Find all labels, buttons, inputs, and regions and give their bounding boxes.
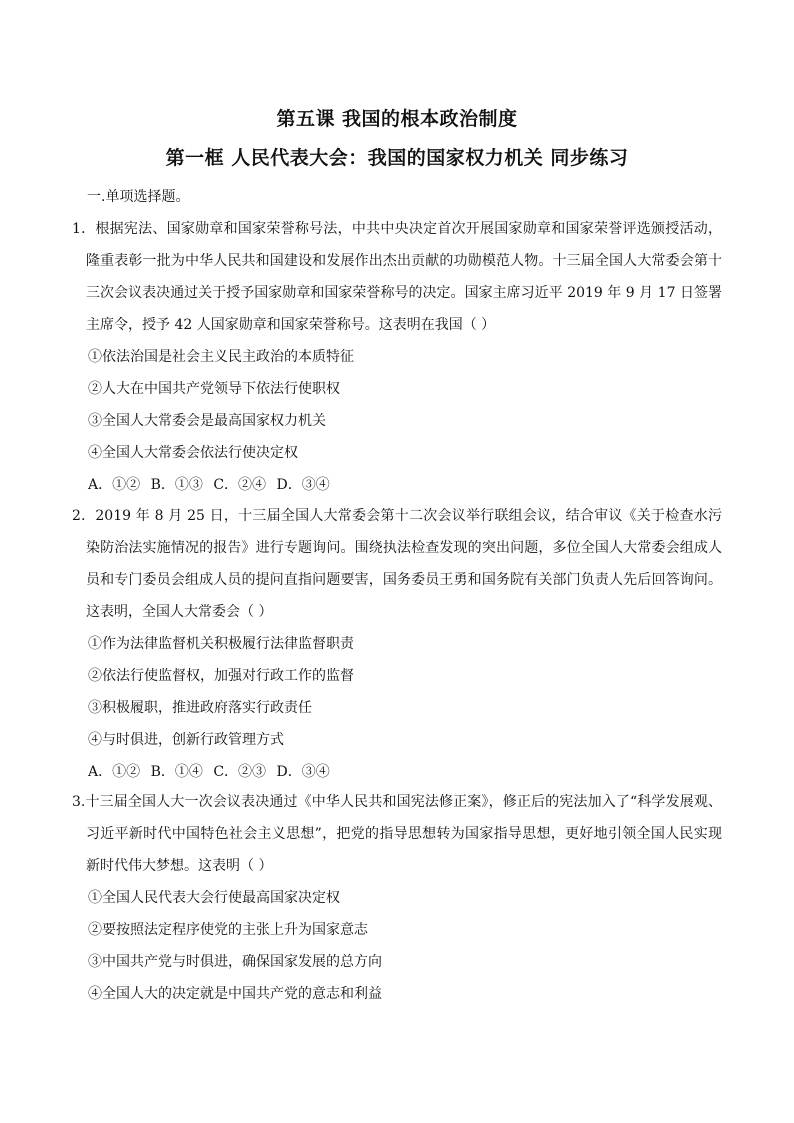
option-2: ②依法行使监督权，加强对行政工作的监督 bbox=[88, 668, 354, 684]
question-1 bbox=[72, 213, 722, 501]
option-2: ②人大在中国共产党领导下依法行使职权 bbox=[88, 381, 340, 397]
answer-choice-b[interactable]: B．①③ bbox=[150, 477, 203, 493]
option-4: ④全国人大常委会依法行使决定权 bbox=[88, 445, 298, 461]
option-3: ③中国共产党与时俱进，确保国家发展的总方向 bbox=[88, 954, 382, 970]
answer-choice-b[interactable]: B．①④ bbox=[150, 764, 203, 780]
option-3: ③全国人大常委会是最高国家权力机关 bbox=[88, 413, 326, 429]
question-stem: 1．根据宪法、国家勋章和国家荣誉称号法，中共中央决定首次开展国家勋章和国家荣誉评选颁授活动，隆重表彰一批为中华人民共和国建设和发展作出杰出贡献的功勋模范人物。十三届全国人大常委会第十三次会议表决通过关于授予国家勋章和国家荣誉称号的决定。国家主席习近平 2019 年 9 月 17 日签署主席令，授予 42 人国家勋章和国家荣誉称号。这表明在我国（ ） bbox=[72, 221, 722, 333]
question-stem: 3.十三届全国人大一次会议表决通过《中华人民共和国宪法修正案》，修正后的宪法加入了“科学发展观、习近平新时代中国特色社会主义思想”，把党的指导思想转为国家指导思想，更好地引领全国人民实现新时代伟大梦想。这表明（ ） bbox=[72, 794, 722, 874]
question-stem: 2．2019 年 8 月 25 日，十三届全国人大常委会第十二次会议举行联组会议，结合审议《关于检查水污染防治法实施情况的报告》进行专题询问。围绕执法检查发现的突出问题，多位全国人大常委会组成人员和专门委员会组成人员的提问直指问题要害，国务委员王勇和国务院有关部门负责人先后回答询问。这表明，全国人大常委会（ ） bbox=[72, 508, 722, 620]
page-title: 第五课 我国的根本政治制度 bbox=[276, 108, 518, 130]
option-1: ①作为法律监督机关积极履行法律监督职责 bbox=[88, 636, 354, 652]
answer-choice-a[interactable]: A．①② bbox=[88, 764, 141, 780]
section-label: 一.单项选择题。 bbox=[87, 189, 190, 205]
page-subtitle: 第一框 人民代表大会：我国的国家权力机关 同步练习 bbox=[165, 147, 629, 169]
answer-choices bbox=[72, 469, 722, 501]
question-3 bbox=[72, 786, 722, 1010]
answer-choice-d[interactable]: D．③④ bbox=[276, 477, 330, 493]
answer-choice-c[interactable]: C．②④ bbox=[213, 477, 267, 493]
answer-choice-c[interactable]: C．②③ bbox=[213, 764, 267, 780]
answer-choice-d[interactable]: D．③④ bbox=[276, 764, 330, 780]
answer-choice-a[interactable]: A．①② bbox=[88, 477, 141, 493]
option-4: ④全国人大的决定就是中国共产党的意志和利益 bbox=[88, 986, 382, 1002]
option-2: ②要按照法定程序使党的主张上升为国家意志 bbox=[88, 922, 368, 938]
option-1: ①依法治国是社会主义民主政治的本质特征 bbox=[88, 349, 354, 365]
option-4: ④与时俱进，创新行政管理方式 bbox=[88, 732, 284, 748]
option-1: ①全国人民代表大会行使最高国家决定权 bbox=[88, 890, 340, 906]
answer-choices bbox=[72, 756, 722, 788]
option-3: ③积极履职，推进政府落实行政责任 bbox=[88, 700, 312, 716]
question-2 bbox=[72, 500, 722, 788]
